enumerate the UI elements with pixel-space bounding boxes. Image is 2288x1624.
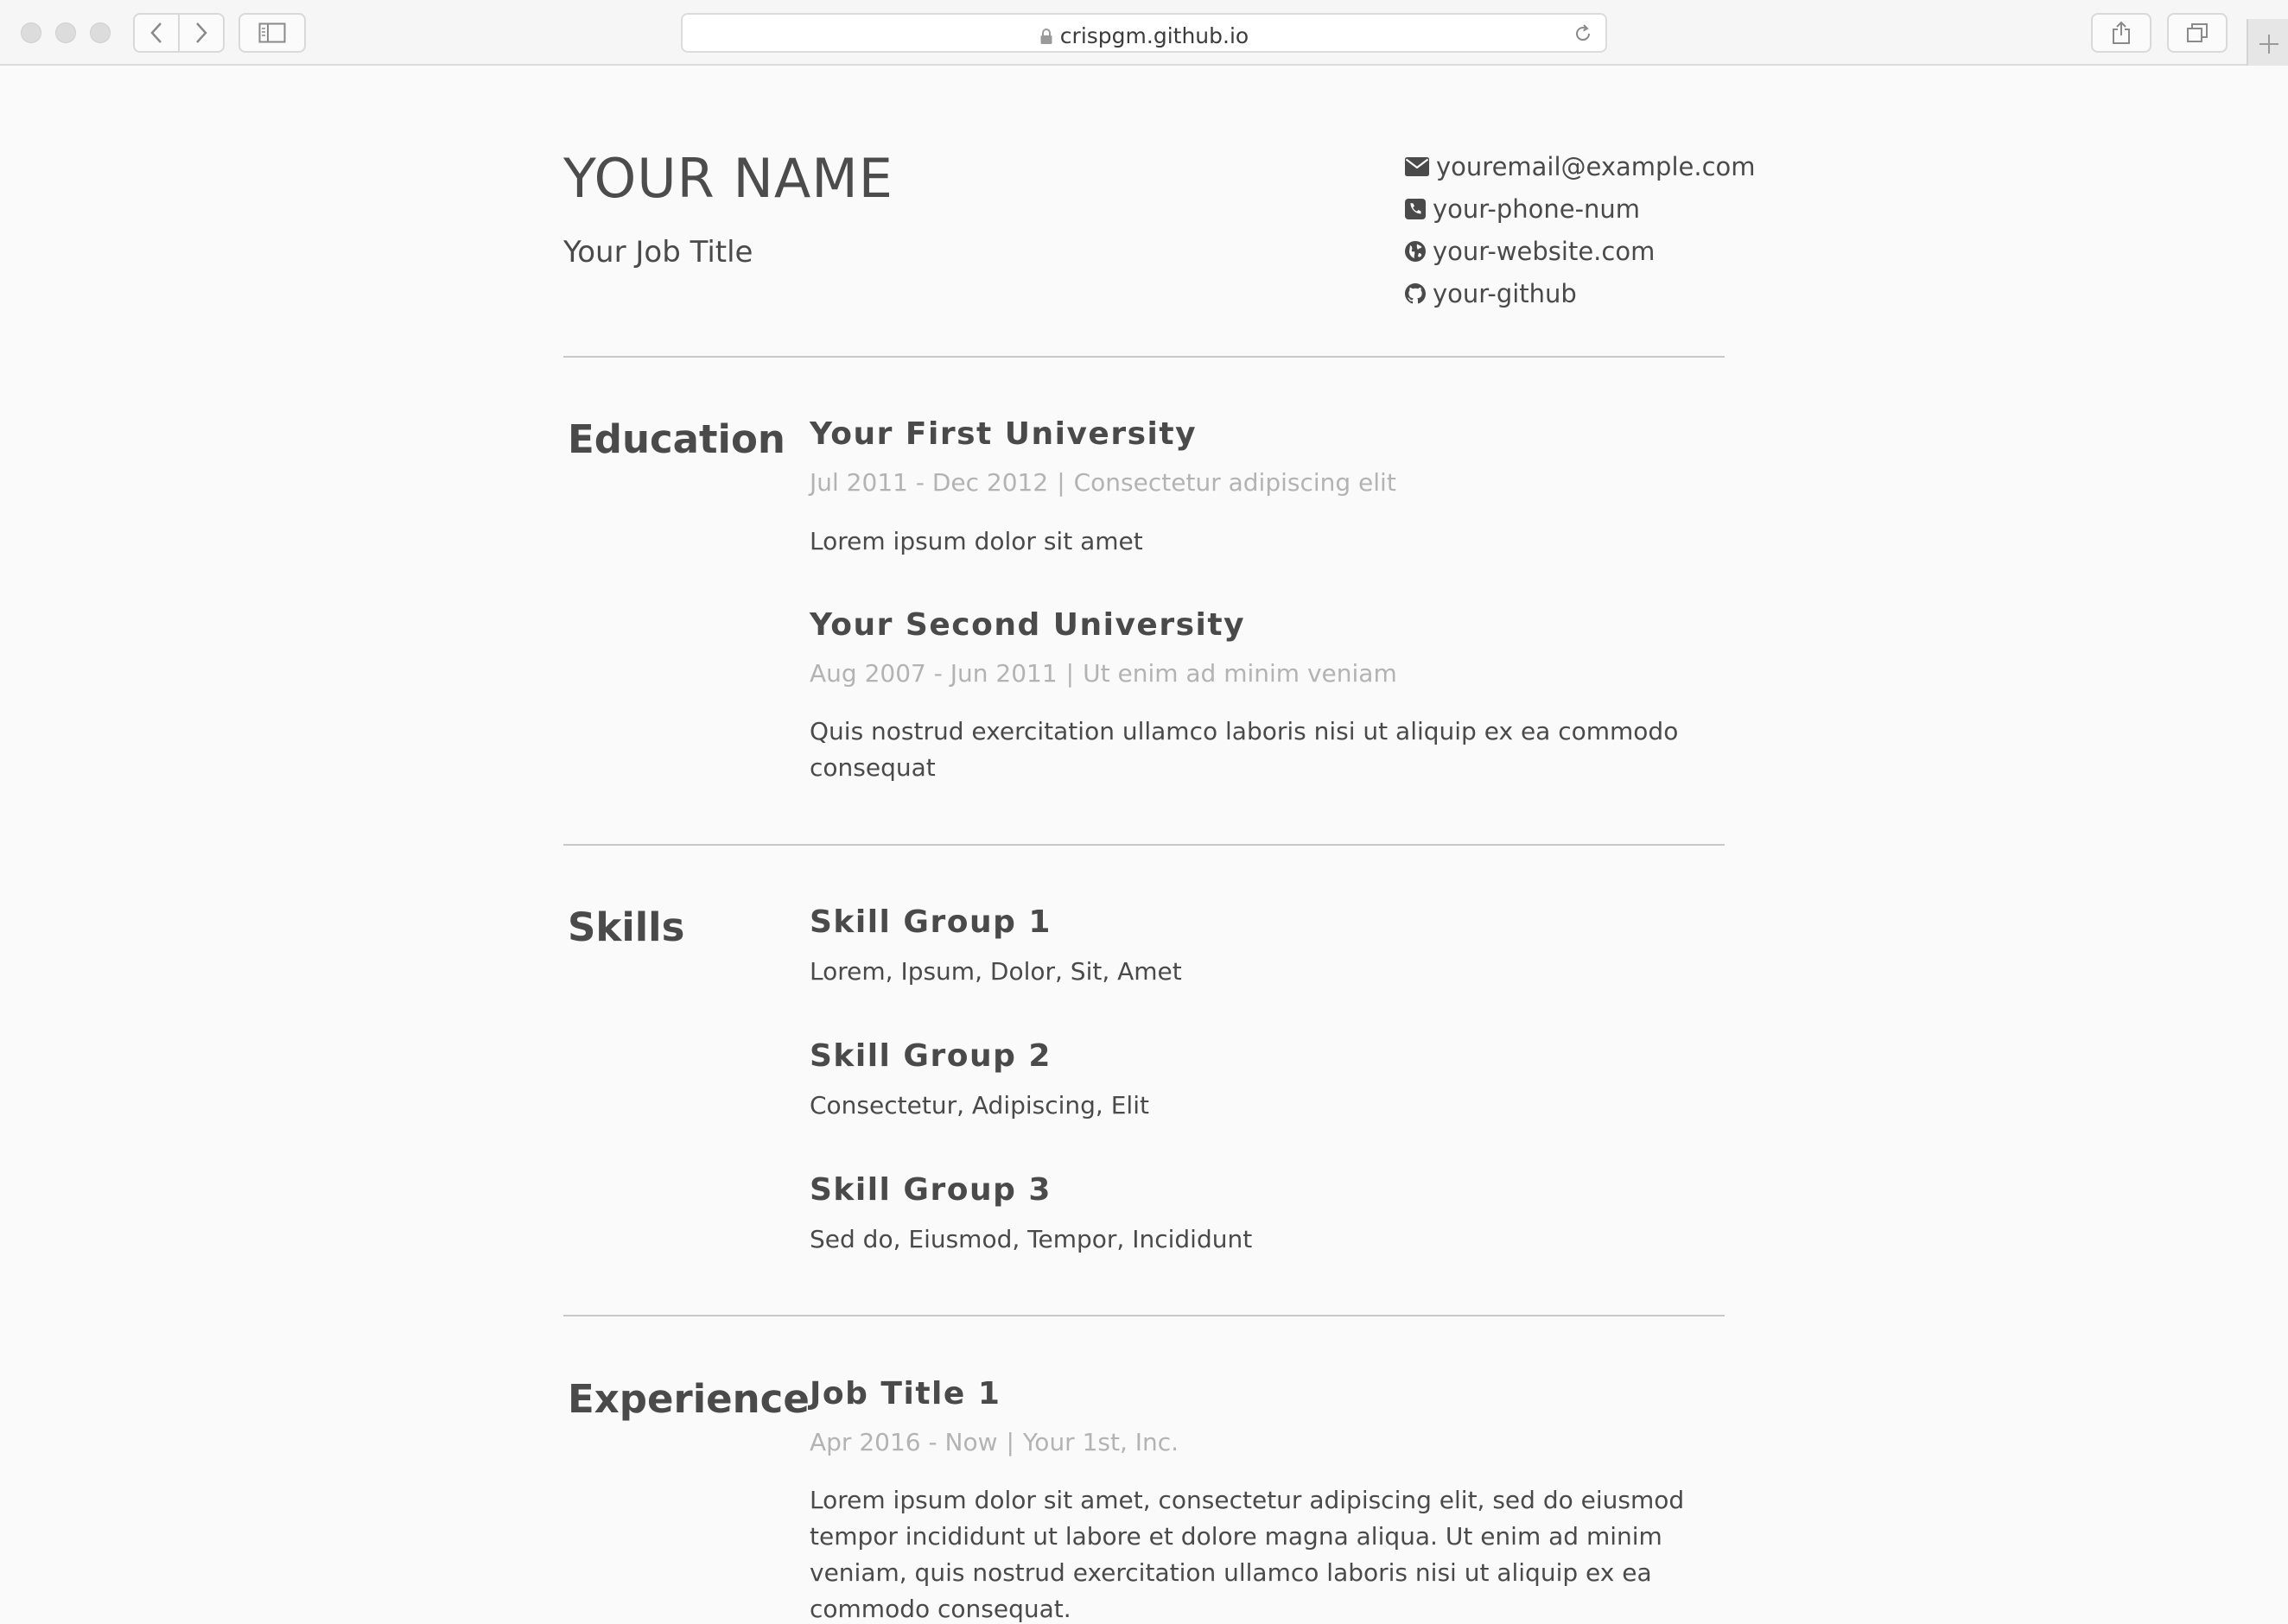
education-section-title: Education [568, 416, 785, 462]
meta-separator: | [1057, 468, 1065, 497]
browser-toolbar [0, 0, 2288, 66]
plus-icon [2248, 19, 2288, 66]
education-item-description: Quis nostrud exercitation ullamco laboris nisi ut aliquip ex ea commodo consequat [810, 717, 1679, 782]
section-divider [563, 1315, 1725, 1316]
address-text-wrapper [683, 23, 1605, 48]
skill-group-title: Skill Group 3 [810, 1172, 1052, 1208]
contact-phone-text: your-phone-num [1433, 193, 1641, 224]
skills-section-title: Skills [568, 904, 685, 950]
education-item-title: Your Second University [810, 607, 1246, 643]
resume-name: YOUR NAME [563, 147, 893, 210]
education-item-description: Lorem ipsum dolor sit amet [810, 527, 1143, 555]
resume-job-title: Your Job Title [563, 235, 753, 270]
contact-email-text: youremail@example.com [1436, 151, 1756, 181]
new-tab-button[interactable] [2247, 19, 2288, 66]
meta-separator: | [1006, 1428, 1014, 1456]
contact-github[interactable] [1405, 272, 1729, 314]
globe-icon [1405, 241, 1426, 262]
experience-item-meta [810, 1428, 1179, 1456]
tabs-overview-button[interactable] [2167, 13, 2228, 53]
minimize-window-button[interactable] [55, 22, 76, 43]
skill-group-list: Consectetur, Adipiscing, Elit [810, 1091, 1149, 1120]
sidebar-toggle-button[interactable] [238, 13, 306, 53]
back-button[interactable] [133, 13, 180, 53]
education-item-subtitle: Ut enim ad minim veniam [1083, 659, 1397, 688]
sidebar-icon [258, 22, 286, 43]
experience-item-title: Job Title 1 [810, 1376, 1001, 1411]
contact-email[interactable] [1405, 145, 1756, 187]
forward-button[interactable] [178, 13, 225, 53]
tabs-icon [2186, 22, 2209, 43]
chevron-right-icon [194, 22, 208, 44]
experience-item-description: Lorem ipsum dolor sit amet, consectetur adipiscing elit, sed do eiusmod tempor incididunt ut labore et dolore magna aliqua. Ut enim ad minim veniam, quis nostrud exercitation ullamco laboris nisi ut aliquip ex ea commodo consequat. [810, 1486, 1685, 1623]
skill-group-title: Skill Group 1 [810, 904, 1052, 940]
experience-section-title: Experience [568, 1376, 810, 1422]
section-divider [563, 844, 1725, 846]
address-url: crispgm.github.io [1059, 23, 1249, 48]
skill-group-list: Sed do, Eiusmod, Tempor, Incididunt [810, 1225, 1253, 1253]
address-bar[interactable] [681, 13, 1607, 53]
chevron-left-icon [149, 22, 163, 44]
reload-icon[interactable] [1573, 23, 1593, 44]
education-item-subtitle: Consectetur adipiscing elit [1073, 468, 1396, 497]
education-item-title: Your First University [810, 416, 1198, 452]
contact-website-text: your-website.com [1433, 236, 1656, 266]
education-item-meta [810, 659, 1397, 688]
phone-square-icon [1405, 199, 1426, 219]
education-item-dates: Aug 2007 - Jun 2011 [810, 659, 1058, 688]
experience-item-company: Your 1st, Inc. [1022, 1428, 1179, 1456]
envelope-icon [1405, 157, 1429, 176]
experience-item-dates: Apr 2016 - Now [810, 1428, 998, 1456]
skill-group-list: Lorem, Ipsum, Dolor, Sit, Amet [810, 957, 1182, 986]
share-button[interactable] [2091, 13, 2151, 53]
zoom-window-button[interactable] [90, 22, 111, 43]
meta-separator: | [1065, 659, 1075, 688]
lock-icon [1039, 28, 1053, 45]
education-item-meta [810, 468, 1396, 497]
contact-github-text: your-github [1433, 278, 1577, 308]
contact-list [1405, 145, 1756, 314]
close-window-button[interactable] [21, 22, 41, 43]
contact-website[interactable] [1405, 230, 1729, 272]
education-item-dates: Jul 2011 - Dec 2012 [810, 468, 1049, 497]
share-icon [2111, 21, 2132, 45]
section-divider [563, 356, 1725, 358]
github-icon [1405, 283, 1426, 304]
skill-group-title: Skill Group 2 [810, 1038, 1052, 1074]
contact-phone[interactable] [1405, 187, 1729, 230]
